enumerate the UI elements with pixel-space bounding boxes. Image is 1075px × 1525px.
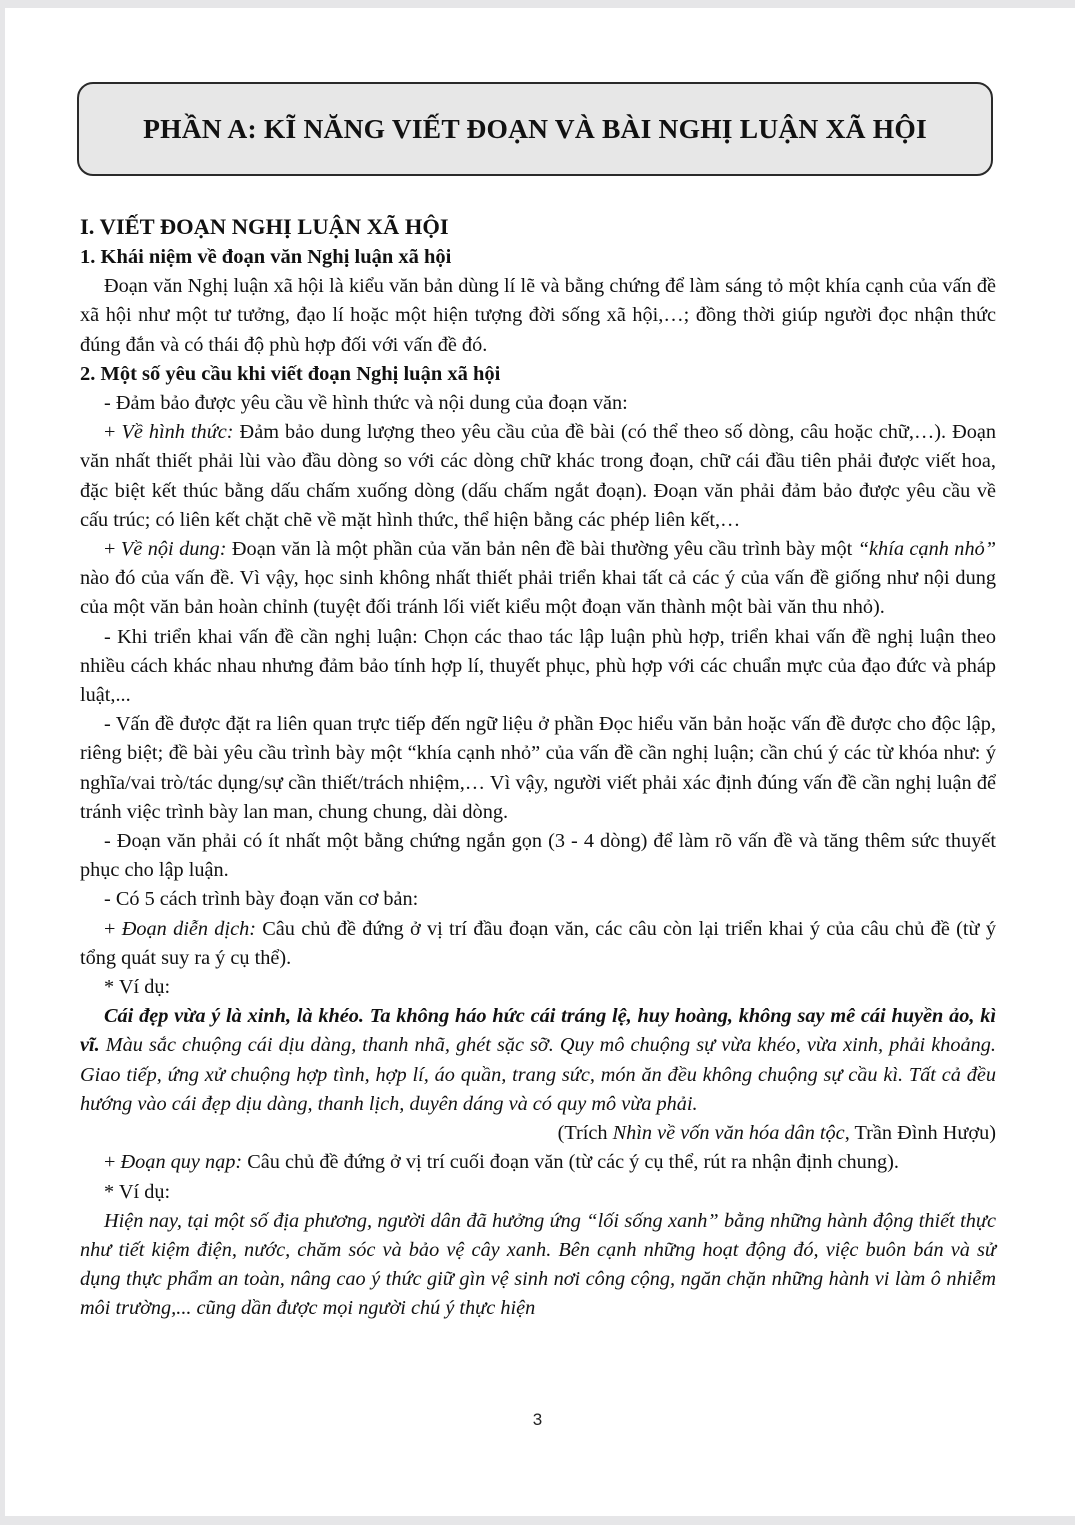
source-title: Nhìn về vốn văn hóa dân tộc <box>612 1122 845 1145</box>
bullet-plus: + <box>104 1151 121 1174</box>
inductive-paragraph <box>80 1148 996 1177</box>
deductive-example-source <box>80 1119 996 1148</box>
page-number: 3 <box>532 1410 543 1429</box>
bullet-plus: + <box>104 421 122 444</box>
form-text: Đảm bảo dung lượng theo yêu cầu của đề bài (có thể theo số dòng, câu hoặc chữ,…). Đoạn văn nhất thiết phải lùi vào đầu dòng so với các dòng chữ khác trong đoạn, chữ cái đầu tiên phải được viết hoa, đặc biệt kết thúc bằng dấu chấm xuống dòng (dấu chấm ngắt đoạn). Đoạn văn phải đảm bảo được yêu cầu về cấu trúc; có liên kết chặt chẽ về mặt hình thức, thể hiện bằng các phép liên kết,… <box>80 421 996 531</box>
content-text-2: nào đó của vấn đề. Vì vậy, học sinh không nhất thiết phải triển khai tất cả các ý của vấn đề giống như nội dung của một văn bản hoàn chỉnh (tuyệt đối tránh lối viết kiểu một đoạn văn thành một bài văn thu nhỏ). <box>80 567 996 619</box>
part-title: PHẦN A: KĨ NĂNG VIẾT ĐOẠN VÀ BÀI NGHỊ LUẬN XÃ HỘI <box>143 113 927 144</box>
inductive-example: Hiện nay, tại một số địa phương, người dân đã hưởng ứng “lối sống xanh” bằng những hành động thiết thực như tiết kiệm điện, nước, chăm sóc và bảo vệ cây xanh. Bên cạnh những hoạt động đó, việc buôn bán và sử dụng thực phẩm an toàn, nâng cao ý thức giữ gìn vệ sinh nơi công cộng, ngăn chặn những hành vi làm ô nhiễm môi trường,... cũng dần được mọi người chú ý thực hiện <box>80 1209 996 1320</box>
source-open: (Trích <box>557 1122 613 1145</box>
section-heading: I. VIẾT ĐOẠN NGHỊ LUẬN XÃ HỘI <box>80 214 449 239</box>
deductive-paragraph <box>80 915 996 973</box>
bullet-plus: + <box>104 538 121 561</box>
deductive-text: Câu chủ đề đứng ở vị trí đầu đoạn văn, các câu còn lại triển khai ý của câu chủ đề (từ ý tổng quát suy ra ý cụ thể). <box>80 917 996 969</box>
evidence-paragraph: - Đoạn văn phải có ít nhất một bằng chứng ngắn gọn (3 - 4 dòng) để làm rõ vấn đề và tăng thêm sức thuyết phục cho lập luận. <box>80 830 996 882</box>
example-label: * Ví dụ: <box>104 976 171 999</box>
definition-paragraph: Đoạn văn Nghị luận xã hội là kiểu văn bản dùng lí lẽ và bằng chứng để làm sáng tỏ một khía cạnh của vấn đề xã hội như một tư tưởng, đạo lí hoặc một hiện tượng đời sống xã hội,…; đồng thời giúp người đọc nhận thức đúng đắn và có thái độ phù hợp đối với vấn đề đó. <box>80 275 996 356</box>
deductive-example-topic-sentence: Cái đẹp vừa ý là xinh, là khéo. Ta không háo hức cái tráng lệ, huy hoàng, không say mê cái huyền ảo, kì vĩ. <box>80 1005 996 1057</box>
inductive-label: Đoạn quy nạp: <box>120 1151 243 1174</box>
deductive-example-body: Màu sắc chuộng cái dịu dàng, thanh nhã, ghét sặc sỡ. Quy mô chuộng sự vừa khéo, vừa xinh, phải khoảng. Giao tiếp, ứng xử chuộng hợp tình, hợp lí, áo quần, trang sức, món ăn đều không chuộng sự cầu kì. Tất cả đều hướng vào cái đẹp dịu dàng, thanh lịch, duyên dáng và có quy mô vừa phải. <box>80 1034 996 1115</box>
document-body <box>80 211 996 1324</box>
content-quote: “khía cạnh nhỏ” <box>857 538 997 561</box>
form-label: Về hình thức: <box>121 421 234 444</box>
content-requirement-paragraph <box>80 535 996 623</box>
subsection-heading-requirements: 2. Một số yêu cầu khi viết đoạn Nghị luận xã hội <box>80 362 501 385</box>
deductive-example <box>80 1002 996 1119</box>
bullet-plus: + <box>104 917 122 940</box>
part-title-box <box>77 82 993 176</box>
requirement-intro: - Đảm bảo được yêu cầu về hình thức và nội dung của đoạn văn: <box>104 392 628 415</box>
issue-paragraph: - Vấn đề được đặt ra liên quan trực tiếp đến ngữ liệu ở phần Đọc hiểu văn bản hoặc vấn đề được cho độc lập, riêng biệt; đề bài yêu cầu trình bày một “khía cạnh nhỏ” của vấn đề cần nghị luận; cần chú ý các từ khóa như: ý nghĩa/vai trò/tác dụng/sự cần thiết/trách nhiệm,… Vì vậy, người viết phải xác định đúng vấn đề cần nghị luận để tránh việc trình bày lan man, chung chung, dài dòng. <box>80 713 996 823</box>
develop-paragraph: - Khi triển khai vấn đề cần nghị luận: Chọn các thao tác lập luận phù hợp, triển khai vấn đề nghị luận theo nhiều cách khác nhau nhưng đảm bảo tính hợp lí, thuyết phục, phù hợp với các chuẩn mực của đạo đức và pháp luật,... <box>80 625 996 707</box>
subsection-heading-definition: 1. Khái niệm về đoạn văn Nghị luận xã hội <box>80 246 452 268</box>
form-requirement-paragraph <box>80 418 996 535</box>
example-label: * Ví dụ: <box>104 1180 171 1203</box>
deductive-label: Đoạn diễn dịch: <box>121 917 256 940</box>
inductive-text: Câu chủ đề đứng ở vị trí cuối đoạn văn (từ các ý cụ thể, rút ra nhận định chung). <box>242 1151 899 1174</box>
source-author: , Trần Đình Hượu) <box>844 1122 996 1145</box>
five-ways-paragraph: - Có 5 cách trình bày đoạn văn cơ bản: <box>104 888 419 911</box>
content-label: Về nội dung: <box>120 538 227 561</box>
content-text-1: Đoạn văn là một phần của văn bản nên đề bài thường yêu cầu trình bày một <box>226 538 858 561</box>
